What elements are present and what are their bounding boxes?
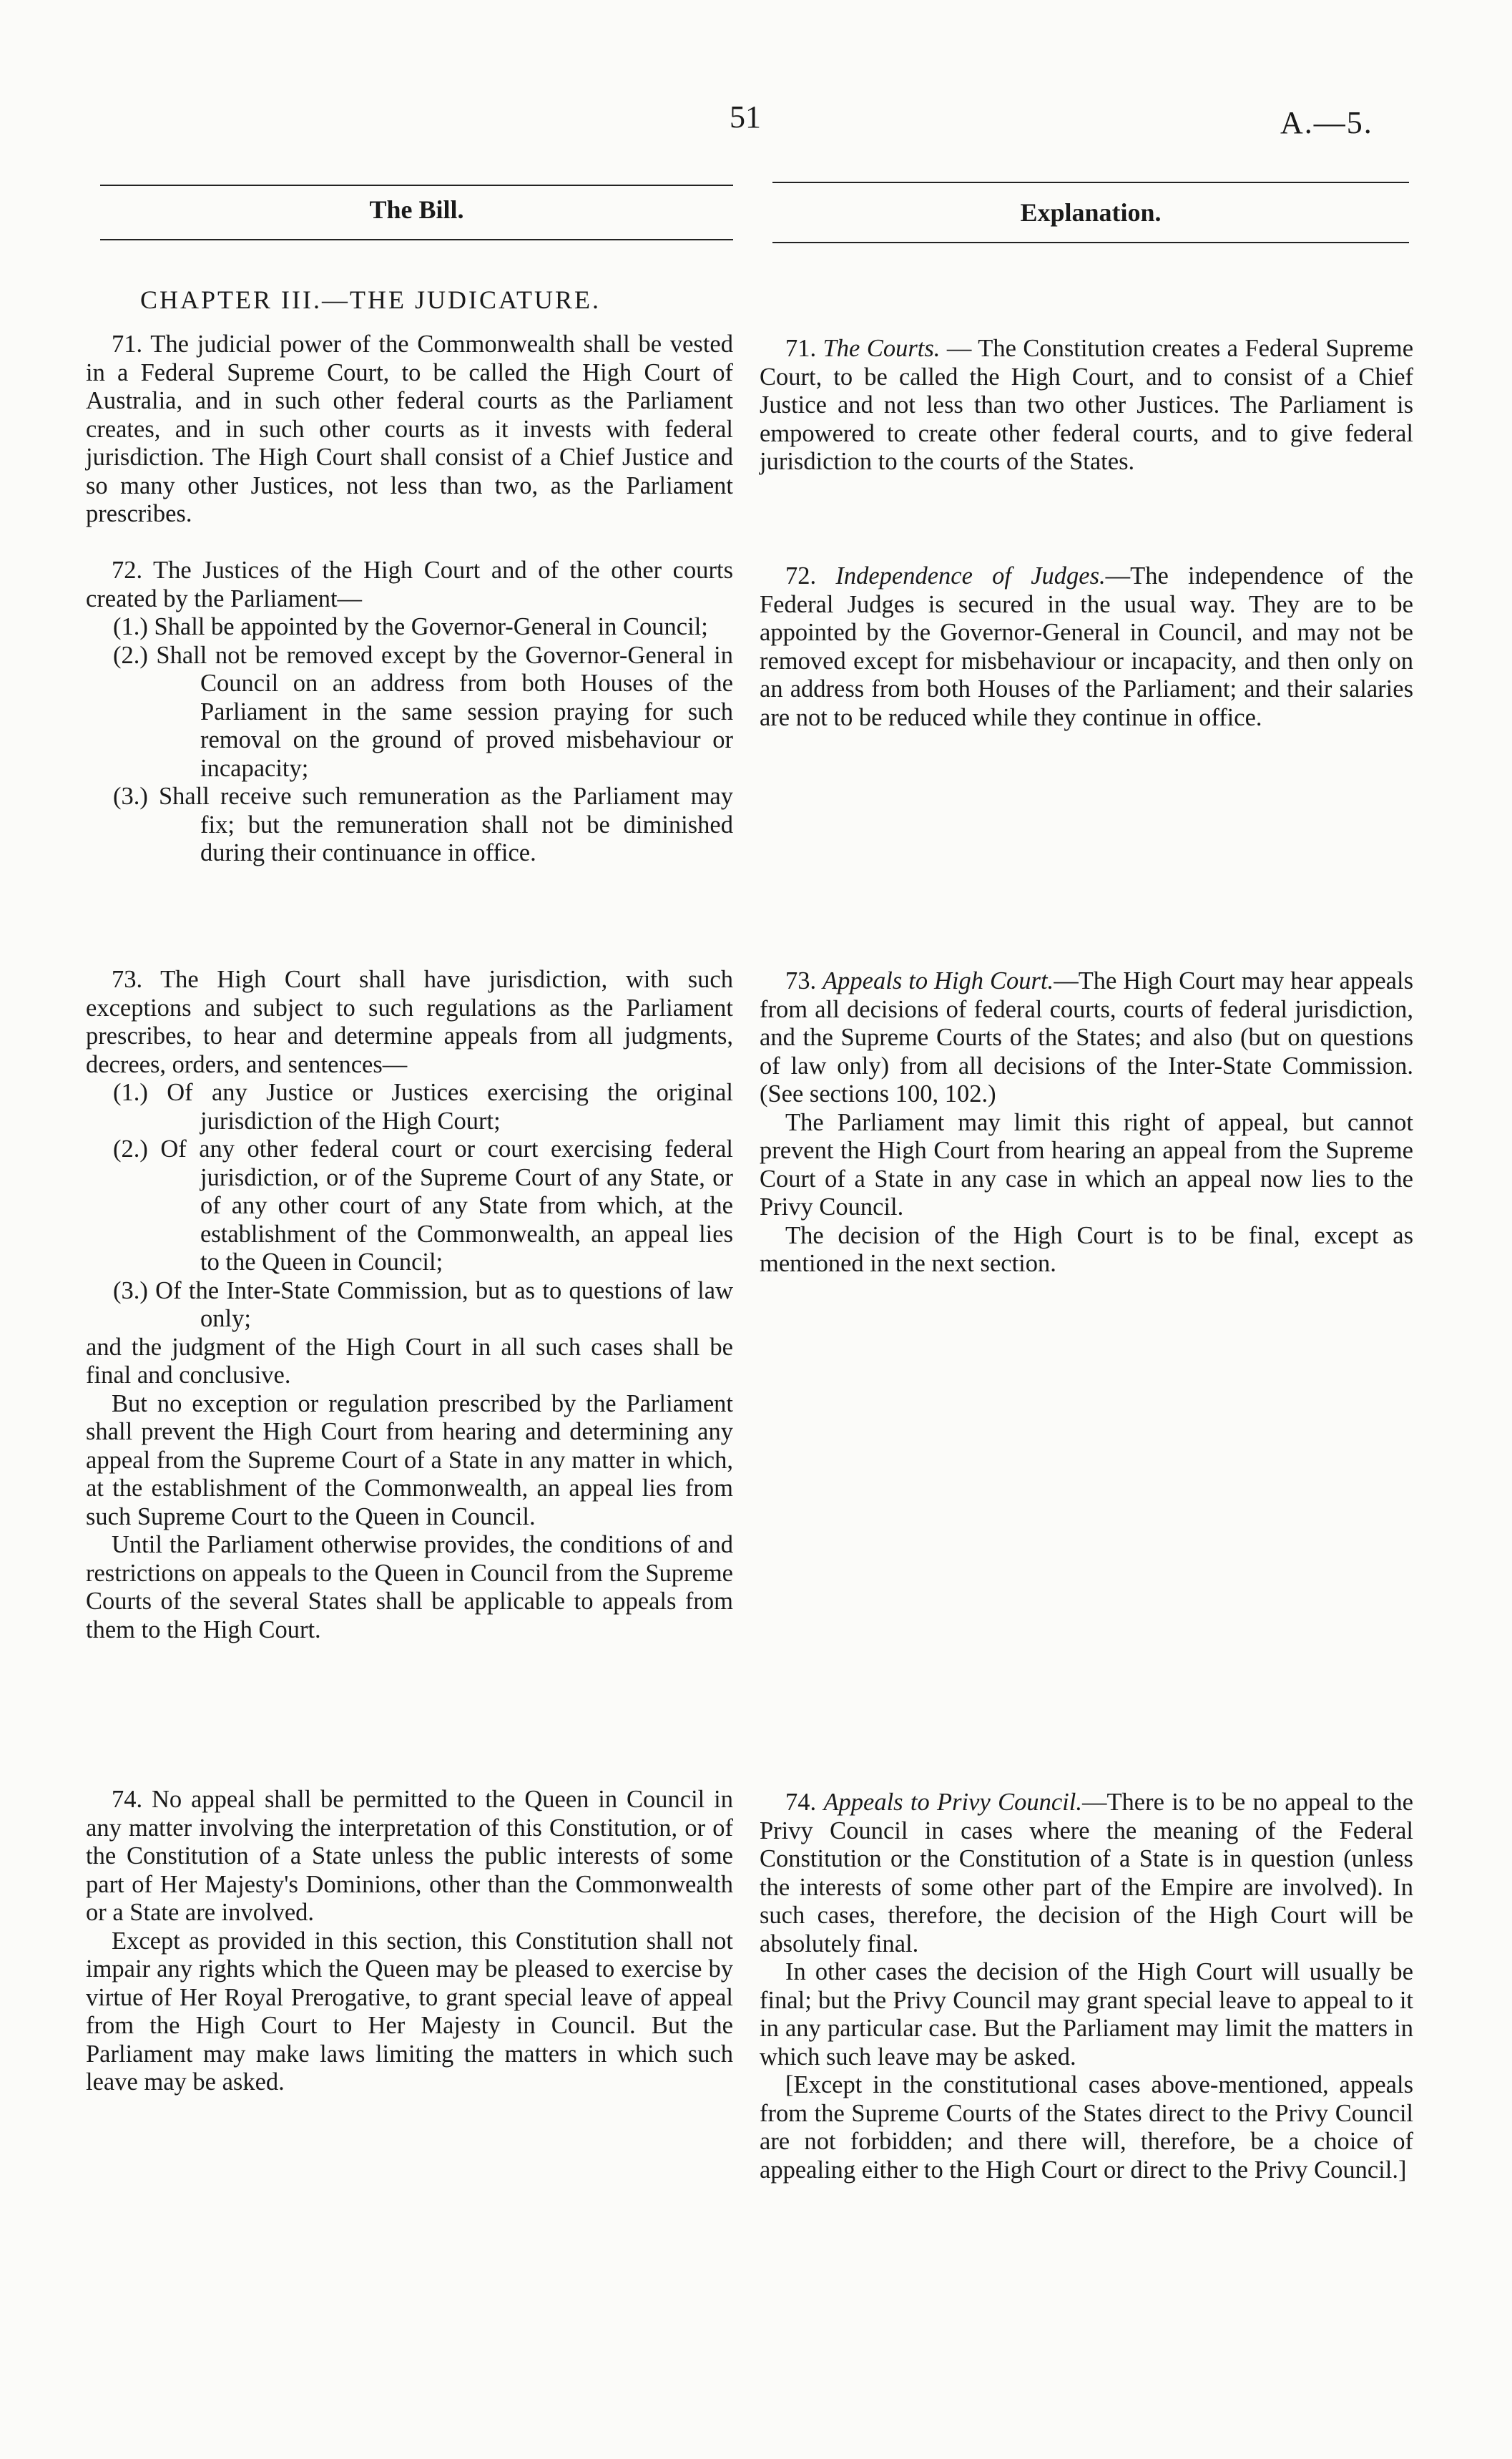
explanation-s73 (760, 967, 1413, 1109)
heading-rule-left (100, 239, 733, 240)
explanation-section-73 (760, 967, 1413, 1279)
bill-s74-para-1: 74. No appeal shall be permitted to the Queen in Council in any matter involving the interpretation of this Constitution, or of the Constitution of a State unless the public interests of some part of Her Majesty's Dominions, other than the Commonwealth or a State are involved. (86, 1786, 733, 1926)
explanation-s74-para-3: [Except in the constitutional cases above-mentioned, appeals from the Supreme Courts of the States direct to the Privy Council are not forbidden; and there will, therefore, be a choice of appealing either to the High Court or direct to the Privy Council.] (760, 2071, 1413, 2184)
explanation-s74 (760, 1789, 1413, 1958)
explanation-s73-number: 73. (785, 967, 817, 994)
bill-s73-intro: 73. The High Court shall have jurisdiction, with such exceptions and subject to such regulations as the Parliament prescribes, to hear and determine appeals from all judgments, decrees, orders, and sentences— (86, 966, 733, 1078)
explanation-s74-para-2: In other cases the decision of the High Court will usually be final; but the Privy Council may grant special leave to appeal to it in any particular case. But the Parliament may limit the matters in which such leave may be asked. (760, 1958, 1413, 2071)
explanation-s71-text: — The Constitution creates a Federal Supreme Court, to be called the High Court, and to consist of a Chief Justice and not less than two other Justices. The Parliament is empowered to create other federal courts, and to give federal jurisdiction to the courts of the States. (760, 335, 1414, 475)
bill-s72-item-2: (2.) Shall not be removed except by the Governor-General in Council on an address from both Houses of the Parliament in the same session praying for such removal on the ground of proved misbehaviour or incapacity; (113, 641, 733, 782)
bill-s73-item-3: (3.) Of the Inter-State Commission, but as to questions of law only; (113, 1276, 733, 1332)
top-rule-right (772, 182, 1409, 183)
heading-rule-right (772, 242, 1409, 243)
bill-section-73 (86, 966, 733, 1644)
bill-s73-para-2: and the judgment of the High Court in all such cases shall be final and conclusive. (86, 1333, 733, 1389)
explanation-s74-text: —There is to be no appeal to the Privy Council in cases where the meaning of the Federal Constitution or the Constitution of a State is in question (unless the interests of some other part of the Empire are involved). In such cases, therefore, the decision of the High Court will be absolutely final. (760, 1789, 1413, 1957)
explanation-s72-text: —The independence of the Federal Judges is secured in the usual way. They are to be appointed by the Governor-General in Council, and may not be removed except for misbehaviour or incapacity, and then only on an address from both Houses of the Parliament; and their salaries are not to be reduced while they continue in office. (760, 562, 1413, 731)
bill-section-74 (86, 1786, 733, 2097)
document-reference: A.—5. (1280, 105, 1373, 140)
bill-section-71 (86, 331, 733, 529)
explanation-s73-text: —The High Court may hear appeals from all decisions of federal courts, courts of federal jurisdiction, and the Supreme Courts of the States; and also (but on questions of law only) from all decisions of the Inter-State Commission. (See sections 100, 102.) (760, 967, 1414, 1108)
bill-s72-intro: 72. The Justices of the High Court and of the other courts created by the Parliament— (86, 557, 733, 612)
column-heading-bill: The Bill. (369, 195, 464, 224)
bill-s73-para-3: But no exception or regulation prescribed by the Parliament shall prevent the High Court from hearing and determining any appeal from the Supreme Court of a State in any matter in which, at the establishment of the Commonwealth, an appeal lies from such Supreme Court to the Queen in Council. (86, 1389, 733, 1530)
chapter-title: CHAPTER III.—THE JUDICATURE. (140, 285, 601, 314)
top-rule-left (100, 185, 733, 186)
bill-s74-para-2: Except as provided in this section, this Constitution shall not impair any rights which the Queen may be pleased to exercise by virtue of Her Royal Prerogative, to grant special leave of appeal from the High Court to Her Majesty in Council. But the Parliament may make laws limiting the matters in which such leave may be asked. (86, 1927, 733, 2096)
explanation-s73-para-3: The decision of the High Court is to be final, except as mentioned in the next section. (760, 1221, 1413, 1277)
explanation-s71 (760, 335, 1413, 476)
bill-s73-para-4: Until the Parliament otherwise provides, the conditions of and restrictions on appeals to the Queen in Council from the Supreme Courts of the several States shall be applicable to appeals from them to the High Court. (86, 1531, 733, 1643)
explanation-section-74 (760, 1789, 1413, 2184)
bill-section-72 (86, 557, 733, 868)
bill-s71-text: 71. The judicial power of the Commonwealth shall be vested in a Federal Supreme Court, to be called the High Court of Australia, and in such other federal courts as the Parliament creates, and in such other courts as it invests with federal jurisdiction. The High Court shall consist of a Chief Justice and so many other Justices, not less than two, as the Parliament prescribes. (86, 331, 733, 527)
explanation-s71-title: The Courts. (823, 335, 941, 362)
explanation-s74-number: 74. (785, 1789, 817, 1816)
explanation-s71-number: 71. (785, 335, 817, 362)
explanation-section-71 (760, 335, 1413, 476)
column-heading-explanation: Explanation. (1020, 198, 1162, 227)
explanation-s72-title: Independence of Judges. (835, 562, 1106, 590)
bill-s72-item-1: (1.) Shall be appointed by the Governor-General in Council; (113, 613, 708, 640)
bill-s73-item-2: (2.) Of any other federal court or court exercising federal jurisdiction, or of the Supreme Court of any State, or of any other court of any State from which, at the establishment of the Commonwealth, an appeal lies to the Queen in Council; (113, 1135, 733, 1276)
page-number: 51 (730, 99, 761, 135)
explanation-s72 (760, 562, 1413, 732)
explanation-s73-para-2: The Parliament may limit this right of appeal, but cannot prevent the High Court from hearing an appeal from the Supreme Court of a State in any case in which an appeal now lies to the Privy Council. (760, 1108, 1413, 1221)
bill-s72-item-3: (3.) Shall receive such remuneration as the Parliament may fix; but the remuneration shall not be diminished during their continuance in office. (113, 783, 733, 866)
explanation-s73-title: Appeals to High Court. (823, 967, 1054, 994)
explanation-s72-number: 72. (785, 562, 817, 590)
explanation-s74-title: Appeals to Privy Council. (823, 1789, 1082, 1816)
explanation-section-72 (760, 562, 1413, 732)
bill-s73-item-1: (1.) Of any Justice or Justices exercising the original jurisdiction of the High Court; (113, 1079, 733, 1135)
